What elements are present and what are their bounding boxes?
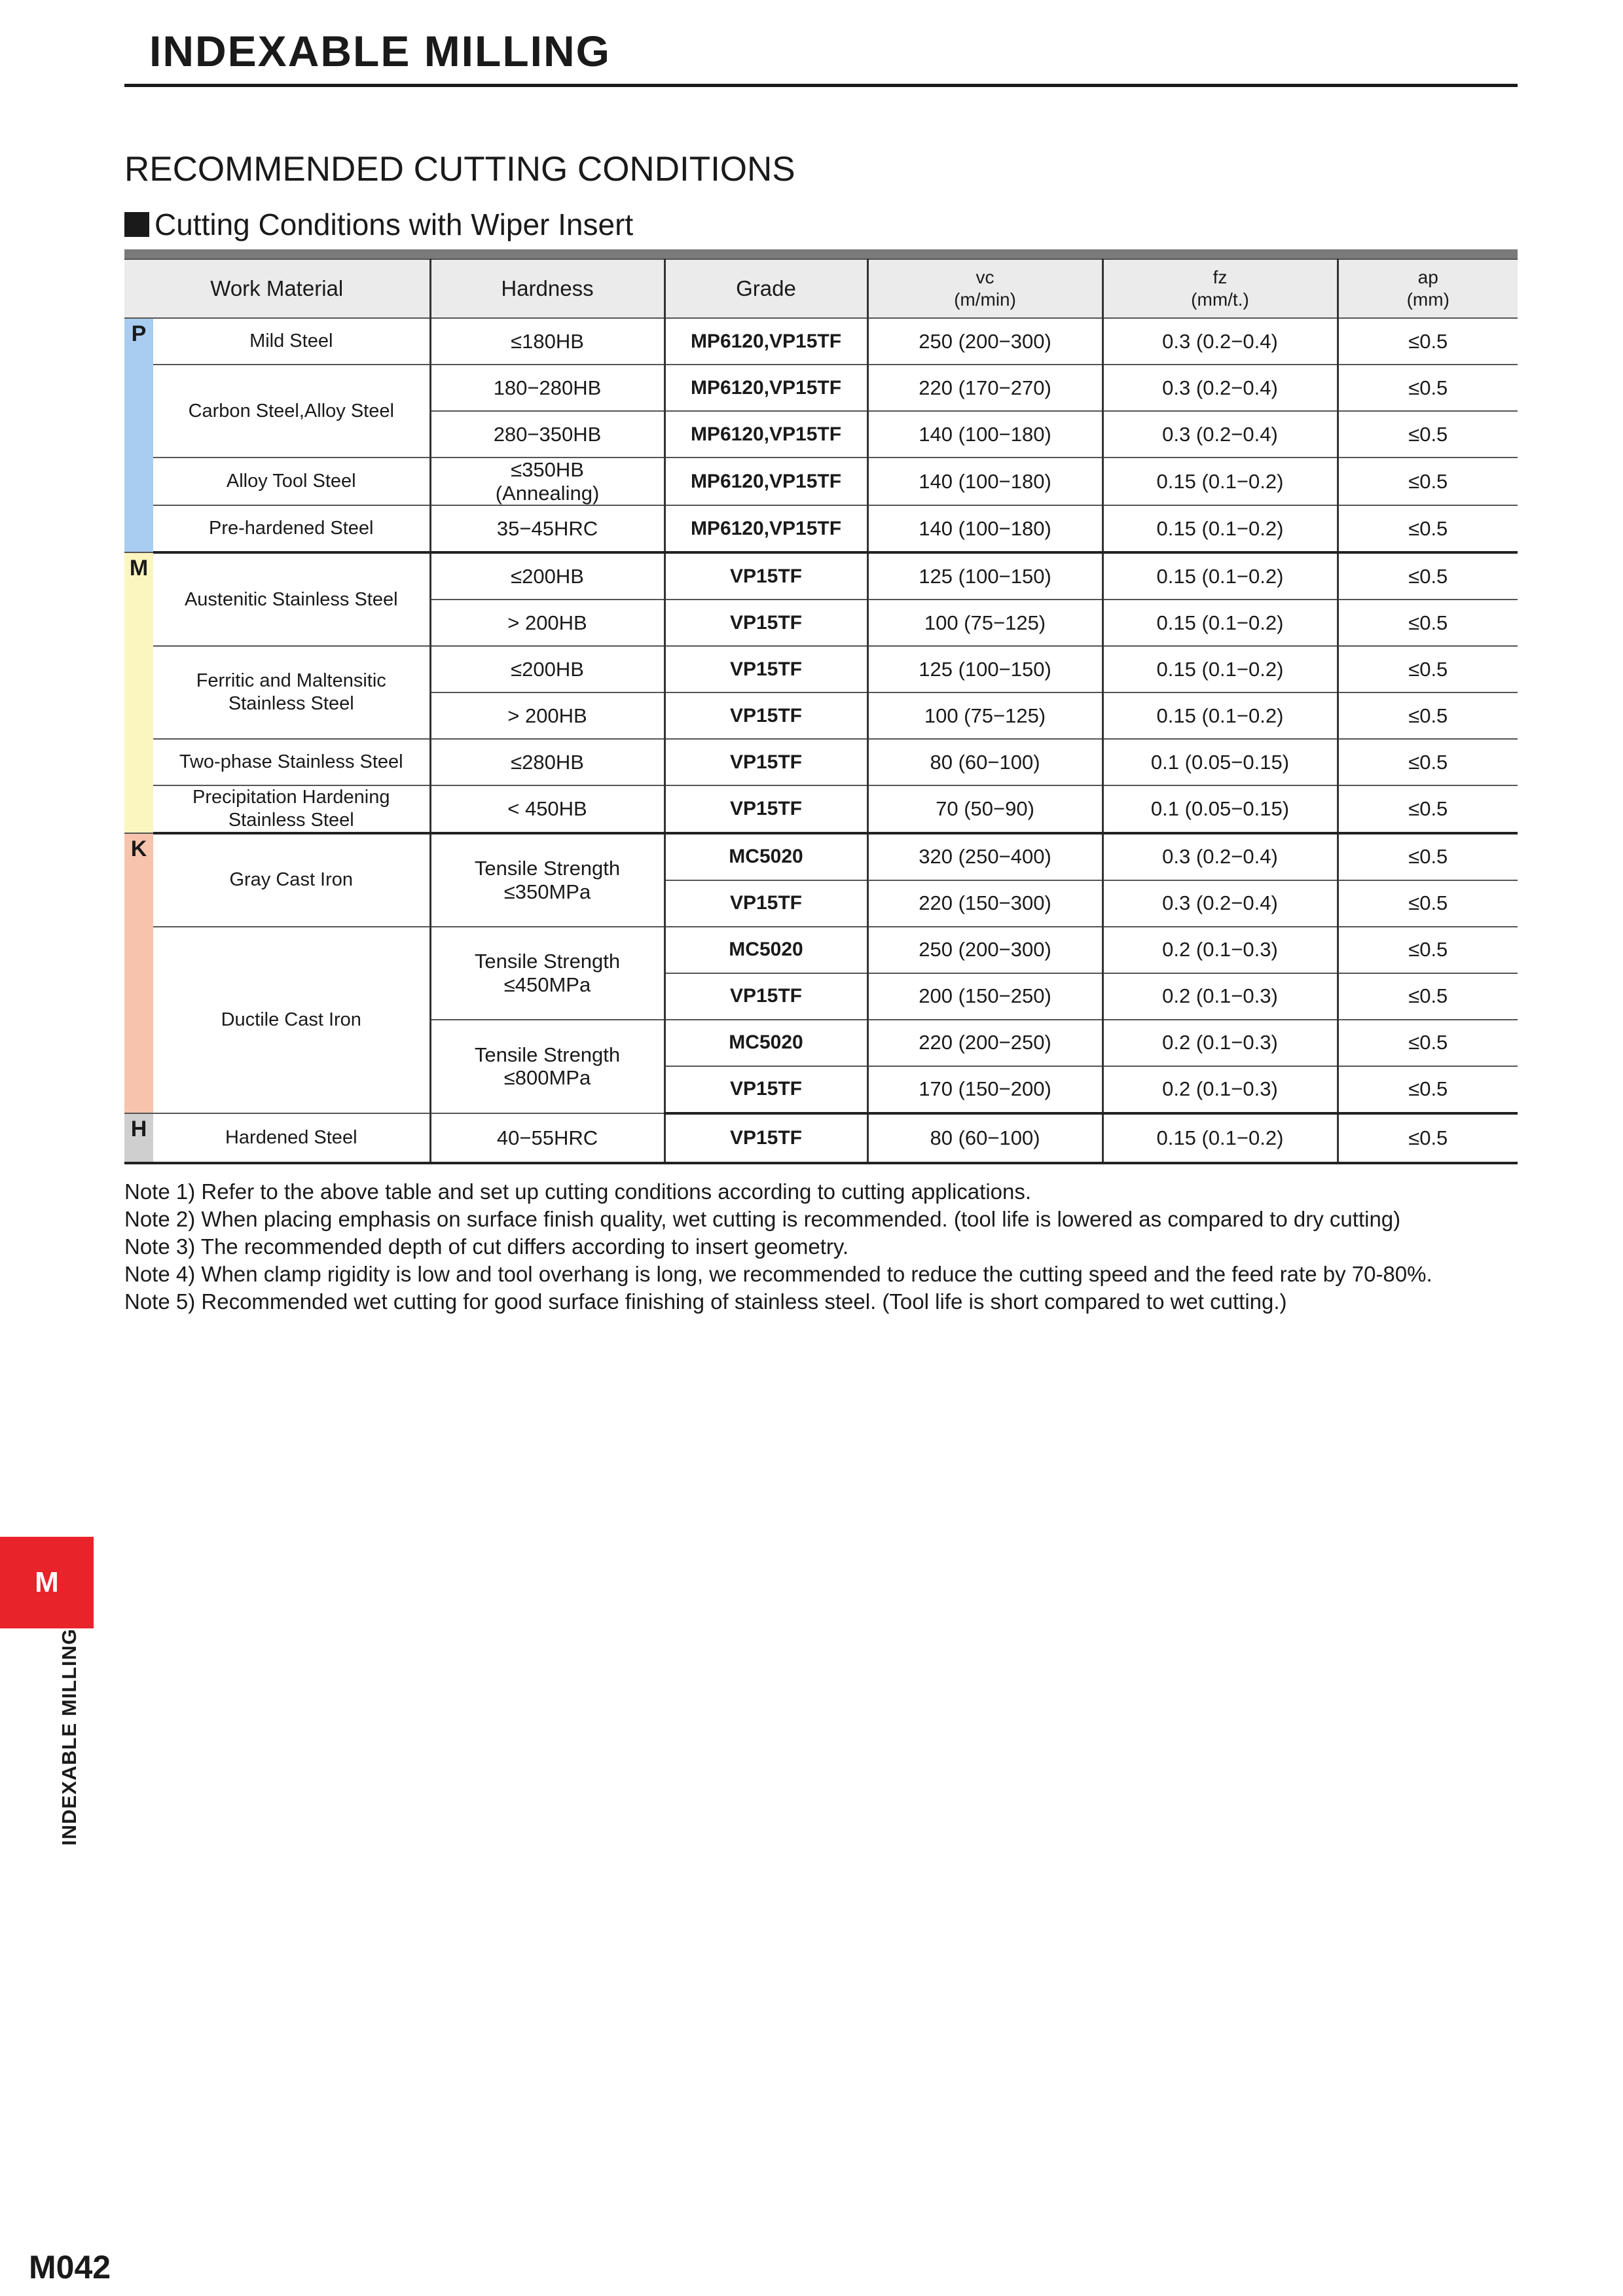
grade-cell: VP15TF — [665, 739, 867, 785]
ap-cell: ≤0.5 — [1338, 552, 1518, 600]
fz-cell: 0.3 (0.2−0.4) — [1103, 833, 1338, 880]
material-alloy-tool-steel: Alloy Tool Steel — [153, 457, 430, 505]
material-mild-steel: Mild Steel — [153, 318, 430, 365]
grade-cell: VP15TF — [665, 785, 867, 833]
material-austenitic: Austenitic Stainless Steel — [153, 552, 430, 646]
category-p: P — [124, 318, 153, 552]
fz-cell: 0.15 (0.1−0.2) — [1103, 552, 1338, 600]
vc-cell: 250 (200−300) — [867, 318, 1103, 365]
grade-cell: MC5020 — [665, 833, 867, 880]
ap-cell: ≤0.5 — [1338, 739, 1518, 785]
material-carbon-alloy-steel: Carbon Steel,Alloy Steel — [153, 365, 430, 457]
vc-cell: 80 (60−100) — [867, 739, 1103, 785]
header-ap-label: ap — [1417, 267, 1438, 288]
ts450-line-1: Tensile Strength — [474, 950, 621, 973]
ts800-line-2: ≤800MPa — [503, 1066, 591, 1090]
grade-cell: VP15TF — [665, 880, 867, 927]
ap-cell: ≤0.5 — [1338, 1020, 1518, 1066]
grade-cell: VP15TF — [665, 646, 867, 692]
material-pre-hardened-steel: Pre-hardened Steel — [153, 505, 430, 552]
note-item: Note 4) When clamp rigidity is low and tool overhang is long, we recommended to reduce the cutting speed and the feed rate by 70-80%. — [124, 1262, 1432, 1286]
ap-cell: ≤0.5 — [1338, 927, 1518, 973]
grade-cell: MP6120,VP15TF — [665, 411, 867, 457]
header-hardness: Hardness — [430, 259, 665, 318]
material-ferritic — [153, 646, 430, 739]
sub-title-text: Cutting Conditions with Wiper Insert — [155, 207, 634, 242]
table-row — [124, 365, 1518, 411]
hardness-cell: 35−45HRC — [430, 505, 665, 552]
table-row — [124, 457, 1518, 505]
ap-cell: ≤0.5 — [1338, 1113, 1518, 1163]
grade-cell: VP15TF — [665, 552, 867, 600]
fz-cell: 0.15 (0.1−0.2) — [1103, 457, 1338, 505]
table-row — [124, 739, 1518, 785]
ap-cell: ≤0.5 — [1338, 600, 1518, 646]
vc-cell: 200 (150−250) — [867, 973, 1103, 1020]
material-precipitation — [153, 785, 430, 833]
material-precip-line-2: Stainless Steel — [228, 810, 354, 831]
vc-cell: 125 (100−150) — [867, 552, 1103, 600]
grade-cell: VP15TF — [665, 1113, 867, 1163]
grade-cell: MP6120,VP15TF — [665, 365, 867, 411]
grade-cell: MP6120,VP15TF — [665, 505, 867, 552]
notes-block — [124, 1178, 1432, 1316]
header-vc-unit: (m/min) — [954, 289, 1016, 310]
hardness-cell: < 450HB — [430, 785, 665, 833]
ts800-line-1: Tensile Strength — [474, 1043, 621, 1066]
header-fz — [1103, 259, 1338, 318]
table-row — [124, 1113, 1518, 1163]
vc-cell: 250 (200−300) — [867, 927, 1103, 973]
fz-cell: 0.15 (0.1−0.2) — [1103, 505, 1338, 552]
fz-cell: 0.15 (0.1−0.2) — [1103, 646, 1338, 692]
fz-cell: 0.2 (0.1−0.3) — [1103, 973, 1338, 1020]
ap-cell: ≤0.5 — [1338, 692, 1518, 739]
vc-cell: 140 (100−180) — [867, 411, 1103, 457]
sub-title — [124, 207, 633, 242]
vc-cell: 125 (100−150) — [867, 646, 1103, 692]
ts350-line-2: ≤350MPa — [503, 880, 591, 903]
table-top-bar — [124, 249, 1518, 259]
vc-cell: 100 (75−125) — [867, 692, 1103, 739]
header-fz-unit: (mm/t.) — [1191, 289, 1249, 310]
note-item: Note 1) Refer to the above table and set up cutting conditions according to cutting applications. — [124, 1179, 1032, 1204]
hardness-cell: 40−55HRC — [430, 1113, 665, 1163]
hardness-ts800 — [430, 1020, 665, 1113]
note-item: Note 5) Recommended wet cutting for good surface finishing of stainless steel. (Tool life is short compared to wet cutting.) — [124, 1289, 1287, 1314]
vc-cell: 80 (60−100) — [867, 1113, 1103, 1163]
vc-cell: 220 (200−250) — [867, 1020, 1103, 1066]
cutting-conditions-table — [124, 249, 1518, 1164]
ap-cell: ≤0.5 — [1338, 973, 1518, 1020]
ap-cell: ≤0.5 — [1338, 833, 1518, 880]
vc-cell: 140 (100−180) — [867, 505, 1103, 552]
page-number: M042 — [29, 2249, 111, 2286]
fz-cell: 0.15 (0.1−0.2) — [1103, 1113, 1338, 1163]
note-item: Note 3) The recommended depth of cut differs according to insert geometry. — [124, 1234, 849, 1259]
fz-cell: 0.3 (0.2−0.4) — [1103, 365, 1338, 411]
table-row — [124, 505, 1518, 552]
page-header-title: INDEXABLE MILLING — [149, 27, 611, 75]
hardness-cell: 180−280HB — [430, 365, 665, 411]
material-ductile-cast-iron: Ductile Cast Iron — [153, 927, 430, 1113]
material-ferritic-line-2: Stainless Steel — [228, 693, 354, 715]
grade-cell: VP15TF — [665, 600, 867, 646]
ap-cell: ≤0.5 — [1338, 1066, 1518, 1113]
fz-cell: 0.2 (0.1−0.3) — [1103, 1066, 1338, 1113]
ap-cell: ≤0.5 — [1338, 457, 1518, 505]
side-tab-m: M — [0, 1537, 94, 1628]
fz-cell: 0.2 (0.1−0.3) — [1103, 927, 1338, 973]
grade-cell: MP6120,VP15TF — [665, 457, 867, 505]
ts350-line-1: Tensile Strength — [474, 857, 621, 880]
hardness-cell: ≤200HB — [430, 552, 665, 600]
fz-cell: 0.3 (0.2−0.4) — [1103, 411, 1338, 457]
hardness-cell — [430, 457, 665, 505]
header-rule — [124, 84, 1518, 87]
ap-cell: ≤0.5 — [1338, 505, 1518, 552]
fz-cell: 0.15 (0.1−0.2) — [1103, 600, 1338, 646]
grade-cell: VP15TF — [665, 1066, 867, 1113]
hardness-cell: ≤180HB — [430, 318, 665, 365]
header-vc-label: vc — [976, 267, 994, 288]
category-m: M — [124, 552, 153, 833]
header-ap-unit: (mm) — [1406, 289, 1450, 310]
vc-cell: 220 (150−300) — [867, 880, 1103, 927]
table-row — [124, 552, 1518, 600]
ap-cell: ≤0.5 — [1338, 646, 1518, 692]
ap-cell: ≤0.5 — [1338, 785, 1518, 833]
ap-cell: ≤0.5 — [1338, 880, 1518, 927]
header-work-material: Work Material — [124, 259, 430, 318]
side-tab-label: INDEXABLE MILLING — [58, 1628, 81, 1846]
grade-cell: VP15TF — [665, 692, 867, 739]
category-h: H — [124, 1113, 153, 1163]
material-precip-line-1: Precipitation Hardening — [192, 787, 390, 808]
hardness-line-2: (Annealing) — [495, 481, 600, 505]
table-row — [124, 318, 1518, 365]
hardness-ts450 — [430, 927, 665, 1020]
fz-cell: 0.3 (0.2−0.4) — [1103, 880, 1338, 927]
ap-cell: ≤0.5 — [1338, 411, 1518, 457]
table-header-row — [124, 259, 1518, 318]
hardness-ts350 — [430, 833, 665, 927]
header-ap — [1338, 259, 1518, 318]
material-ferritic-line-1: Ferritic and Maltensitic — [196, 670, 386, 692]
material-hardened-steel: Hardened Steel — [153, 1113, 430, 1163]
vc-cell: 320 (250−400) — [867, 833, 1103, 880]
vc-cell: 220 (170−270) — [867, 365, 1103, 411]
material-two-phase: Two-phase Stainless Steel — [153, 739, 430, 785]
grade-cell: MC5020 — [665, 927, 867, 973]
header-grade: Grade — [665, 259, 867, 318]
fz-cell: 0.3 (0.2−0.4) — [1103, 318, 1338, 365]
grade-cell: VP15TF — [665, 973, 867, 1020]
category-k: K — [124, 833, 153, 1113]
fz-cell: 0.1 (0.05−0.15) — [1103, 739, 1338, 785]
ts450-line-2: ≤450MPa — [503, 973, 591, 996]
material-gray-cast-iron: Gray Cast Iron — [153, 833, 430, 927]
vc-cell: 170 (150−200) — [867, 1066, 1103, 1113]
note-item: Note 2) When placing emphasis on surface finish quality, wet cutting is recommended. (tool life is lowered as compared to dry cutting) — [124, 1207, 1401, 1231]
hardness-cell: ≤280HB — [430, 739, 665, 785]
fz-cell: 0.1 (0.05−0.15) — [1103, 785, 1338, 833]
hardness-cell: 280−350HB — [430, 411, 665, 457]
section-title: RECOMMENDED CUTTING CONDITIONS — [124, 150, 795, 188]
table-row — [124, 785, 1518, 833]
hardness-cell: ≤200HB — [430, 646, 665, 692]
vc-cell: 140 (100−180) — [867, 457, 1103, 505]
grade-cell: MP6120,VP15TF — [665, 318, 867, 365]
hardness-line-1: ≤350HB — [511, 458, 584, 481]
hardness-cell: > 200HB — [430, 692, 665, 739]
square-bullet-icon — [124, 212, 149, 237]
fz-cell: 0.2 (0.1−0.3) — [1103, 1020, 1338, 1066]
grade-cell: MC5020 — [665, 1020, 867, 1066]
ap-cell: ≤0.5 — [1338, 365, 1518, 411]
hardness-cell: > 200HB — [430, 600, 665, 646]
table-row — [124, 646, 1518, 692]
fz-cell: 0.15 (0.1−0.2) — [1103, 692, 1338, 739]
vc-cell: 100 (75−125) — [867, 600, 1103, 646]
ap-cell: ≤0.5 — [1338, 318, 1518, 365]
vc-cell: 70 (50−90) — [867, 785, 1103, 833]
table-row — [124, 833, 1518, 880]
header-vc — [867, 259, 1103, 318]
table-row — [124, 927, 1518, 973]
header-fz-label: fz — [1213, 267, 1228, 288]
